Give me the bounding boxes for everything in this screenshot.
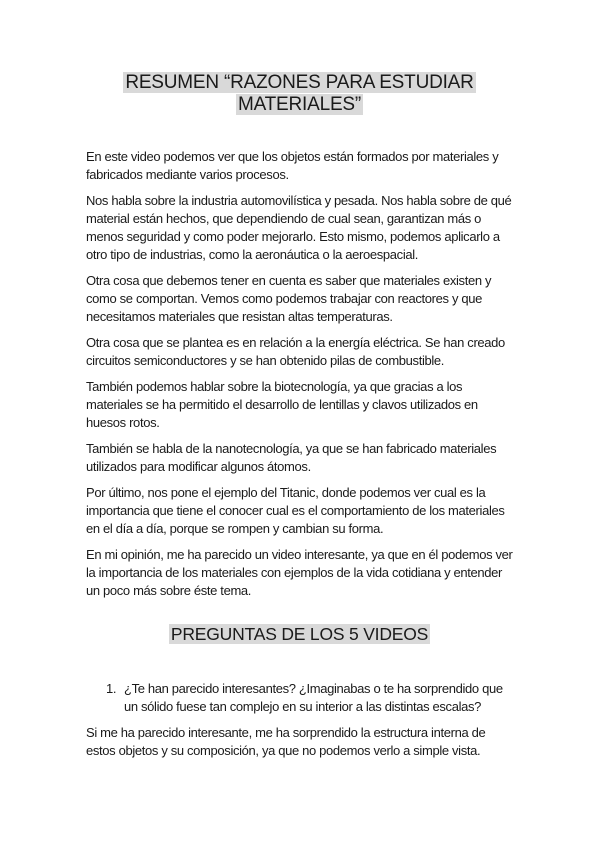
question-number: 1.: [106, 681, 117, 696]
summary-body: [86, 148, 516, 608]
paragraph: También se habla de la nanotecnología, ya que se han fabricado materiales utilizados para modificar algunos átomos.: [86, 441, 497, 474]
paragraph: En este video podemos ver que los objetos están formados por materiales y fabricados mediante varios procesos.: [86, 149, 499, 182]
paragraph: Por último, nos pone el ejemplo del Titanic, donde podemos ver cual es la importancia que tiene el conocer cual es el comportamiento de los materiales en el día a día, porque se rompen y cambian su forma.: [86, 485, 505, 536]
question-item: [106, 680, 516, 716]
paragraph: En mi opinión, me ha parecido un video interesante, ya que en él podemos ver la importancia de los materiales con ejemplos de la vida cotidiana y entender un poco más sobre éste tema.: [86, 547, 513, 598]
title-line-1: RESUMEN “RAZONES PARA ESTUDIAR: [125, 72, 474, 93]
title-line-2: MATERIALES”: [237, 94, 362, 115]
answer-text: Si me ha parecido interesante, me ha sorprendido la estructura interna de estos objetos y su composición, ya que no podemos verlo a simple vista.: [86, 725, 486, 758]
question-text: ¿Te han parecido interesantes? ¿Imaginabas o te ha sorprendido que un sólido fuese tan complejo en su interior a las distintas escalas?: [124, 681, 503, 714]
paragraph: Otra cosa que debemos tener en cuenta es saber que materiales existen y como se comportan. Vemos como podemos trabajar con reactores y que necesitamos materiales que resistan altas temperaturas.: [86, 273, 492, 324]
paragraph: También podemos hablar sobre la biotecnología, ya que gracias a los materiales se ha permitido el desarrollo de lentillas y clavos utilizados en huesos rotos.: [86, 379, 478, 430]
paragraph: Otra cosa que se plantea es en relación a la energía eléctrica. Se han creado circuitos semiconductores y se han obtenido pilas de combustible.: [86, 335, 505, 368]
section-title: [0, 624, 599, 645]
section-title-text: PREGUNTAS DE LOS 5 VIDEOS: [170, 624, 429, 644]
document-title: [0, 72, 599, 116]
paragraph: Nos habla sobre la industria automovilística y pesada. Nos habla sobre de qué material están hechos, que dependiendo de cual sean, garantizan más o menos seguridad y como poder mejorarlo. Esto mismo, podemos aplicarlo a otro tipo de industrias, como la aeronáutica o la aeroespacial.: [86, 193, 512, 262]
